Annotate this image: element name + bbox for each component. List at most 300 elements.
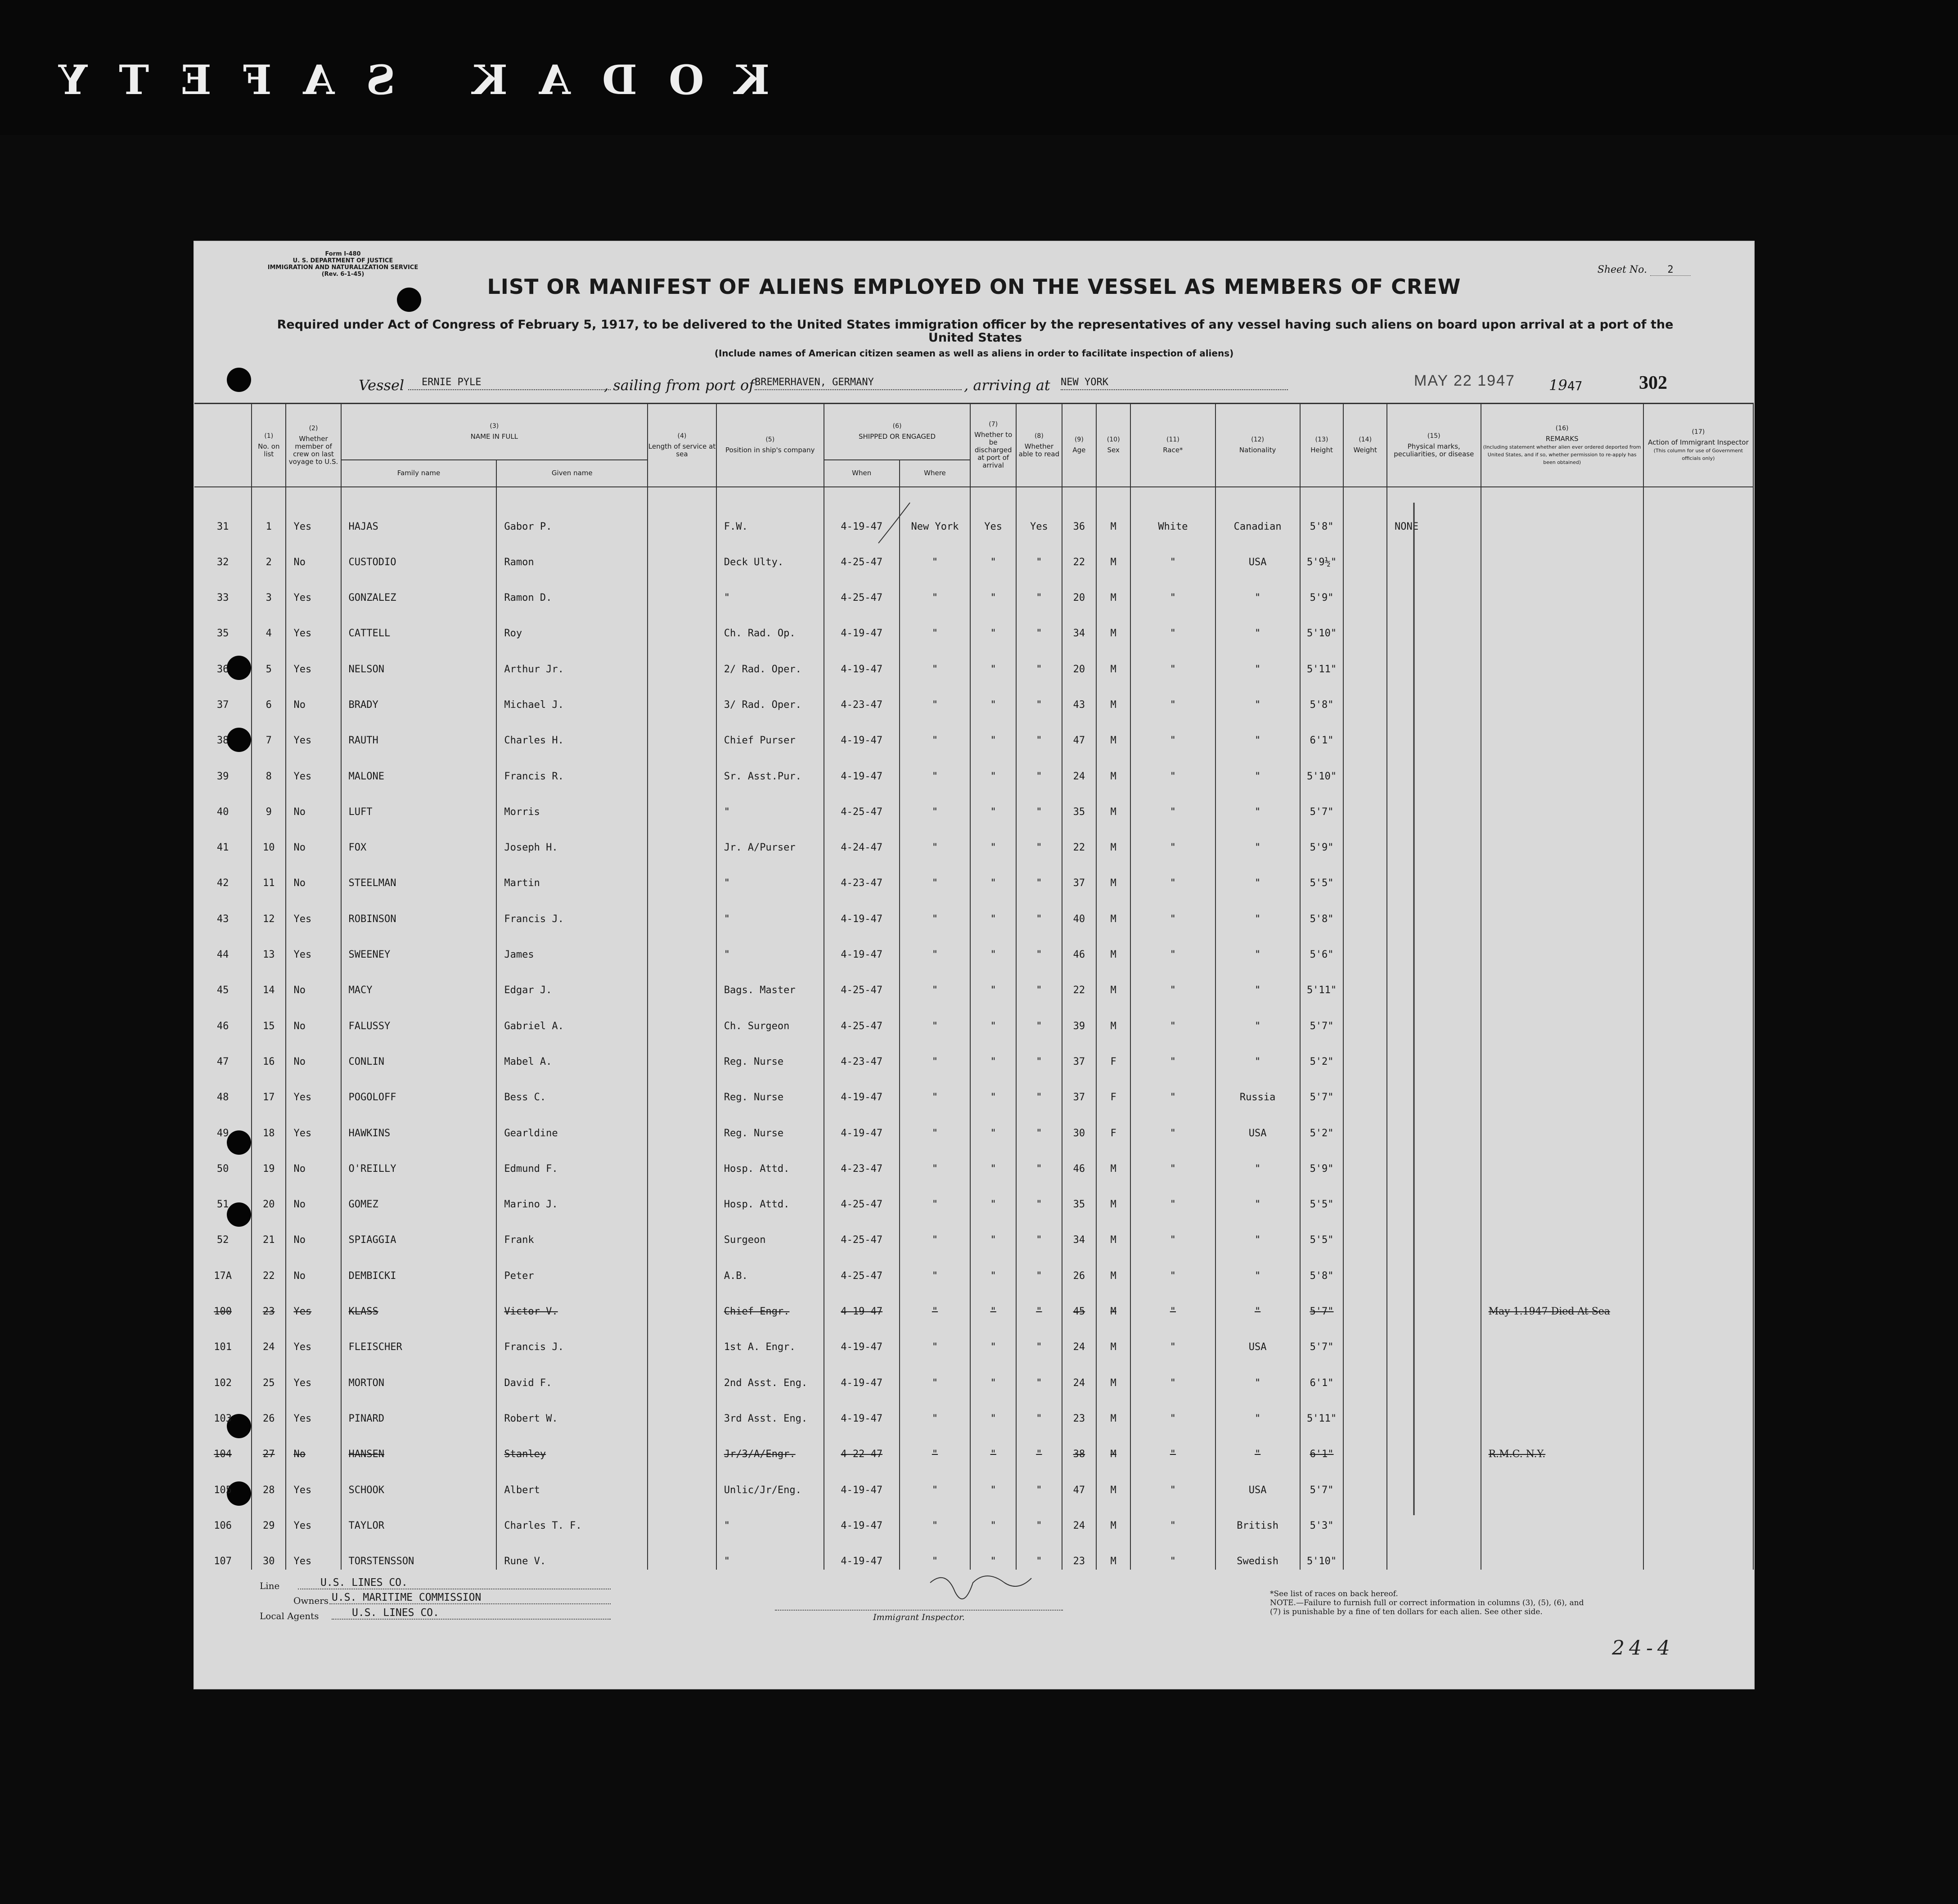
col-where: Where [900,460,971,487]
remarks-cell [1481,1499,1643,1534]
nationality-cell: " [1215,571,1300,606]
race-cell: " [1130,535,1215,571]
position-cell: 1st A. Engr. [716,1320,824,1355]
sheet-ref-number: 302 [1639,373,1667,393]
physical-marks-cell [1387,1248,1481,1284]
shipped-when-cell: 4-19-47 [824,606,900,642]
last-voyage-cell: No [286,963,341,999]
race-cell: " [1130,1534,1215,1570]
punch-hole [227,368,251,392]
physical-marks-cell [1387,1284,1481,1320]
physical-marks-cell: NONE [1387,487,1481,535]
remarks-cell [1481,1142,1643,1177]
given-name-cell: Peter [496,1248,648,1284]
remarks-cell [1481,1320,1643,1355]
weight-cell [1343,1035,1387,1070]
given-name-cell: Joseph H. [496,820,648,856]
position-cell: 2/ Rad. Oper. [716,642,824,677]
discharged-cell: " [970,963,1016,999]
inspector-action-cell [1643,891,1753,927]
nationality-cell: USA [1215,1463,1300,1498]
physical-marks-cell [1387,820,1481,856]
discharged-cell: " [970,1284,1016,1320]
nationality-cell: " [1215,1035,1300,1070]
inspector-action-cell [1643,963,1753,999]
age-cell: 34 [1062,606,1096,642]
race-cell: " [1130,678,1215,713]
discharged-cell: " [970,1213,1016,1248]
shipped-where-cell: " [900,820,971,856]
row-no-cell: 19 [252,1142,286,1177]
row-no-cell: 24 [252,1320,286,1355]
weight-cell [1343,678,1387,713]
table-row [194,606,1753,642]
able-to-read-cell: " [1016,1213,1062,1248]
last-voyage-cell: Yes [286,571,341,606]
fine-note: NOTE.—Failure to furnish full or correct information in columns (3), (5), (6), and (7) is punishable by a fine of ten dollars for each alien. See other side. [1270,1598,1584,1616]
height-cell: 5'8" [1300,891,1344,927]
discharged-cell: " [970,1534,1016,1570]
table-row [194,1142,1753,1177]
last-voyage-cell: No [286,820,341,856]
last-voyage-cell: Yes [286,713,341,749]
side-number-cell: 38 [194,713,252,749]
remarks-cell [1481,1355,1643,1391]
table-row [194,1427,1753,1463]
family-name-cell: MACY [341,963,497,999]
weight-cell [1343,1070,1387,1106]
col-height: (13) Height [1300,404,1344,487]
row-no-cell: 3 [252,571,286,606]
side-number-cell: 101 [194,1320,252,1355]
table-row [194,927,1753,963]
physical-marks-cell [1387,927,1481,963]
sheet-label: Sheet No. [1597,264,1647,275]
shipped-where-cell: " [900,678,971,713]
race-cell: " [1130,1213,1215,1248]
vessel-name: ERNIE PYLE [408,377,611,390]
physical-marks-cell [1387,678,1481,713]
discharged-cell: Yes [970,487,1016,535]
agents-value: U.S. LINES CO. [332,1607,611,1620]
last-voyage-cell: No [286,1177,341,1213]
sex-cell: M [1096,713,1130,749]
last-voyage-cell: No [286,1213,341,1248]
last-voyage-cell: Yes [286,1320,341,1355]
nationality-cell: " [1215,1284,1300,1320]
remarks-cell [1481,1070,1643,1106]
crew-rows [194,487,1753,1570]
able-to-read-cell: " [1016,606,1062,642]
family-name-cell: FLEISCHER [341,1320,497,1355]
height-cell: 5'10" [1300,749,1344,784]
given-name-cell: Martin [496,856,648,891]
weight-cell [1343,1177,1387,1213]
row-no-cell: 26 [252,1391,286,1427]
side-number-cell: 102 [194,1355,252,1391]
position-cell: " [716,891,824,927]
age-cell: 45 [1062,1284,1096,1320]
last-voyage-cell: Yes [286,1070,341,1106]
sex-cell: M [1096,1355,1130,1391]
nationality-cell: " [1215,856,1300,891]
discharged-cell: " [970,1427,1016,1463]
position-cell: " [716,856,824,891]
inspector-action-cell [1643,1355,1753,1391]
last-voyage-cell: No [286,999,341,1034]
weight-cell [1343,749,1387,784]
row-no-cell: 18 [252,1106,286,1141]
manifest-page [194,241,1755,1689]
length-of-service-cell [648,927,716,963]
inspector-action-cell [1643,1499,1753,1534]
able-to-read-cell: " [1016,856,1062,891]
position-cell: Chief Purser [716,713,824,749]
weight-cell [1343,1391,1387,1427]
physical-marks-cell [1387,1177,1481,1213]
row-no-cell: 6 [252,678,286,713]
nationality-cell: " [1215,713,1300,749]
given-name-cell: James [496,927,648,963]
crew-manifest-table [194,403,1754,1570]
able-to-read-cell: " [1016,535,1062,571]
length-of-service-cell [648,749,716,784]
length-of-service-cell [648,713,716,749]
shipped-where-cell: " [900,1391,971,1427]
given-name-cell: Stanley [496,1427,648,1463]
given-name-cell: Gabor P. [496,487,648,535]
table-row [194,1463,1753,1498]
shipped-where-cell: " [900,856,971,891]
row-no-cell: 13 [252,927,286,963]
family-name-cell: LUFT [341,785,497,820]
col-given-name: Given name [496,460,648,487]
height-cell: 5'9½" [1300,535,1344,571]
side-number-cell: 44 [194,927,252,963]
weight-cell [1343,1355,1387,1391]
position-cell: Hosp. Attd. [716,1142,824,1177]
row-no-cell: 7 [252,713,286,749]
side-number-cell: 32 [194,535,252,571]
remarks-cell [1481,1391,1643,1427]
length-of-service-cell [648,1248,716,1284]
race-cell: " [1130,606,1215,642]
inspector-action-cell [1643,1320,1753,1355]
inspector-action-cell [1643,1534,1753,1570]
age-cell: 20 [1062,642,1096,677]
shipped-when-cell: 4-19-47 [824,891,900,927]
remarks-cell: R.M.C. N.Y. [1481,1427,1643,1463]
inspector-action-cell [1643,642,1753,677]
nationality-cell: " [1215,1355,1300,1391]
length-of-service-cell [648,891,716,927]
remarks-cell [1481,1463,1643,1498]
race-cell: " [1130,820,1215,856]
length-of-service-cell [648,1142,716,1177]
family-name-cell: DEMBICKI [341,1248,497,1284]
shipped-when-cell: 4-23-47 [824,1035,900,1070]
physical-marks-cell [1387,999,1481,1034]
given-name-cell: Michael J. [496,678,648,713]
race-cell: " [1130,785,1215,820]
family-name-cell: FALUSSY [341,999,497,1034]
row-no-cell: 20 [252,1177,286,1213]
nationality-cell: USA [1215,1106,1300,1141]
table-row [194,1177,1753,1213]
owners-value: U.S. MARITIME COMMISSION [329,1592,611,1604]
row-no-cell: 10 [252,820,286,856]
shipped-where-cell: " [900,535,971,571]
given-name-cell: Francis J. [496,891,648,927]
discharged-cell: " [970,1035,1016,1070]
side-number-cell: 33 [194,571,252,606]
family-name-cell: SWEENEY [341,927,497,963]
table-row [194,820,1753,856]
race-cell: " [1130,1248,1215,1284]
side-number-cell: 43 [194,891,252,927]
able-to-read-cell: " [1016,713,1062,749]
height-cell: 5'7" [1300,1463,1344,1498]
col-shipped-engaged: (6) SHIPPED OR ENGAGED [824,404,971,460]
weight-cell [1343,713,1387,749]
inspector-action-cell [1643,1177,1753,1213]
position-cell: " [716,571,824,606]
side-number-cell: 39 [194,749,252,784]
able-to-read-cell: " [1016,642,1062,677]
arriving-port: NEW YORK [1061,377,1288,390]
able-to-read-cell: " [1016,1463,1062,1498]
height-cell: 5'2" [1300,1106,1344,1141]
height-cell: 5'11" [1300,642,1344,677]
family-name-cell: MALONE [341,749,497,784]
inspector-action-cell [1643,1427,1753,1463]
family-name-cell: KLASS [341,1284,497,1320]
sex-cell: F [1096,1070,1130,1106]
shipped-when-cell: 4-19-47 [824,1106,900,1141]
side-number-cell: 104 [194,1427,252,1463]
physical-marks-cell [1387,606,1481,642]
side-number-cell: 37 [194,678,252,713]
side-number-cell: 50 [194,1142,252,1177]
height-cell: 5'9" [1300,1142,1344,1177]
height-cell: 5'2" [1300,1035,1344,1070]
able-to-read-cell: " [1016,1320,1062,1355]
able-to-read-cell: " [1016,1070,1062,1106]
given-name-cell: Mabel A. [496,1035,648,1070]
family-name-cell: CATTELL [341,606,497,642]
length-of-service-cell [648,1463,716,1498]
able-to-read-cell: " [1016,999,1062,1034]
height-cell: 5'6" [1300,927,1344,963]
sex-cell: M [1096,820,1130,856]
shipped-when-cell: 4-19-47 [824,1534,900,1570]
col-last-voyage: (2) Whether member of crew on last voyage to U.S. [286,404,341,487]
weight-cell [1343,1213,1387,1248]
height-cell: 5'7" [1300,1320,1344,1355]
table-row [194,535,1753,571]
position-cell: Sr. Asst.Pur. [716,749,824,784]
col-physical-marks: (15) Physical marks, peculiarities, or disease [1387,404,1481,487]
remarks-cell [1481,891,1643,927]
shipped-where-cell: " [900,1070,971,1106]
form-id-line: IMMIGRATION AND NATURALIZATION SERVICE [267,264,419,271]
inspector-action-cell [1643,1142,1753,1177]
length-of-service-cell [648,1427,716,1463]
race-cell: " [1130,571,1215,606]
arriving-label: , arriving at [964,377,1050,394]
side-number-cell: 51 [194,1177,252,1213]
remarks-cell [1481,1534,1643,1570]
family-name-cell: TAYLOR [341,1499,497,1534]
nationality-cell: USA [1215,1320,1300,1355]
family-name-cell: RAUTH [341,713,497,749]
height-cell: 5'5" [1300,1213,1344,1248]
physical-marks-cell [1387,785,1481,820]
side-number-cell: 41 [194,820,252,856]
length-of-service-cell [648,678,716,713]
inspector-action-cell [1643,1070,1753,1106]
height-cell: 5'10" [1300,1534,1344,1570]
remarks-cell [1481,820,1643,856]
able-to-read-cell: " [1016,820,1062,856]
form-id-line: Form I-480 [325,251,361,257]
position-cell: " [716,1534,824,1570]
shipped-when-cell: 4-25-47 [824,535,900,571]
row-no-cell: 1 [252,487,286,535]
physical-marks-cell [1387,1213,1481,1248]
age-cell: 30 [1062,1106,1096,1141]
col-weight: (14) Weight [1343,404,1387,487]
side-number-cell: 106 [194,1499,252,1534]
given-name-cell: Charles T. F. [496,1499,648,1534]
race-cell: " [1130,1106,1215,1141]
age-cell: 24 [1062,749,1096,784]
inspector-action-cell [1643,999,1753,1034]
family-name-cell: BRADY [341,678,497,713]
height-cell: 5'10" [1300,606,1344,642]
family-name-cell: CONLIN [341,1035,497,1070]
weight-cell [1343,963,1387,999]
inspector-action-cell [1643,1391,1753,1427]
shipped-where-cell: " [900,1320,971,1355]
given-name-cell: Edgar J. [496,963,648,999]
discharged-cell: " [970,856,1016,891]
remarks-cell [1481,678,1643,713]
physical-marks-cell [1387,1534,1481,1570]
length-of-service-cell [648,487,716,535]
race-cell: " [1130,713,1215,749]
inspector-action-cell [1643,1035,1753,1070]
shipped-when-cell: 4-25-47 [824,1213,900,1248]
given-name-cell: Charles H. [496,713,648,749]
able-to-read-cell: " [1016,1534,1062,1570]
position-cell: Ch. Surgeon [716,999,824,1034]
sex-cell: M [1096,1142,1130,1177]
shipped-where-cell: " [900,1142,971,1177]
physical-marks-cell [1387,891,1481,927]
age-cell: 20 [1062,571,1096,606]
able-to-read-cell: " [1016,1499,1062,1534]
shipped-when-cell: 4-25-47 [824,999,900,1034]
immigrant-inspector-signature: Immigrant Inspector. [775,1610,1063,1622]
race-cell: " [1130,1142,1215,1177]
last-voyage-cell: Yes [286,1391,341,1427]
sex-cell: M [1096,1248,1130,1284]
physical-marks-cell [1387,1391,1481,1427]
length-of-service-cell [648,1355,716,1391]
inspector-action-cell [1643,1106,1753,1141]
race-cell: " [1130,1427,1215,1463]
last-voyage-cell: Yes [286,891,341,927]
age-cell: 46 [1062,927,1096,963]
physical-marks-cell [1387,1355,1481,1391]
given-name-cell: Edmund F. [496,1142,648,1177]
discharged-cell: " [970,1320,1016,1355]
weight-cell [1343,1248,1387,1284]
table-row [194,1499,1753,1534]
inspector-action-cell [1643,1284,1753,1320]
length-of-service-cell [648,1070,716,1106]
table-row [194,487,1753,535]
position-cell: Bags. Master [716,963,824,999]
nationality-cell: " [1215,999,1300,1034]
col-position: (5) Position in ship's company [716,404,824,487]
remarks-cell [1481,1213,1643,1248]
nationality-cell: " [1215,1142,1300,1177]
shipped-when-cell: 4-25-47 [824,571,900,606]
last-voyage-cell: Yes [286,487,341,535]
length-of-service-cell [648,606,716,642]
able-to-read-cell: " [1016,1284,1062,1320]
family-name-cell: SCHOOK [341,1463,497,1498]
height-cell: 5'7" [1300,1284,1344,1320]
side-number-cell: 46 [194,999,252,1034]
last-voyage-cell: No [286,1248,341,1284]
nationality-cell: Russia [1215,1070,1300,1106]
family-name-cell: HAWKINS [341,1106,497,1141]
table-row [194,891,1753,927]
height-cell: 6'1" [1300,1427,1344,1463]
row-no-cell: 23 [252,1284,286,1320]
shipped-when-cell: 4-19-47 [824,1499,900,1534]
age-cell: 34 [1062,1213,1096,1248]
table-row [194,856,1753,891]
discharged-cell: " [970,571,1016,606]
age-cell: 38 [1062,1427,1096,1463]
position-cell: " [716,927,824,963]
age-cell: 22 [1062,535,1096,571]
shipped-where-cell: " [900,1355,971,1391]
given-name-cell: David F. [496,1355,648,1391]
weight-cell [1343,606,1387,642]
inspector-action-cell [1643,606,1753,642]
physical-marks-cell [1387,1035,1481,1070]
shipped-when-cell: 4-19-47 [824,1320,900,1355]
shipped-where-cell: " [900,1499,971,1534]
shipped-where-cell: " [900,642,971,677]
inspector-action-cell [1643,749,1753,784]
from-port: BREMERHAVEN, GERMANY [755,377,962,390]
family-name-cell: SPIAGGIA [341,1213,497,1248]
family-name-cell: GONZALEZ [341,571,497,606]
nationality-cell: " [1215,642,1300,677]
length-of-service-cell [648,820,716,856]
height-cell: 6'1" [1300,713,1344,749]
row-no-cell: 14 [252,963,286,999]
inspector-action-cell [1643,571,1753,606]
age-cell: 35 [1062,785,1096,820]
shipped-where-cell: " [900,999,971,1034]
